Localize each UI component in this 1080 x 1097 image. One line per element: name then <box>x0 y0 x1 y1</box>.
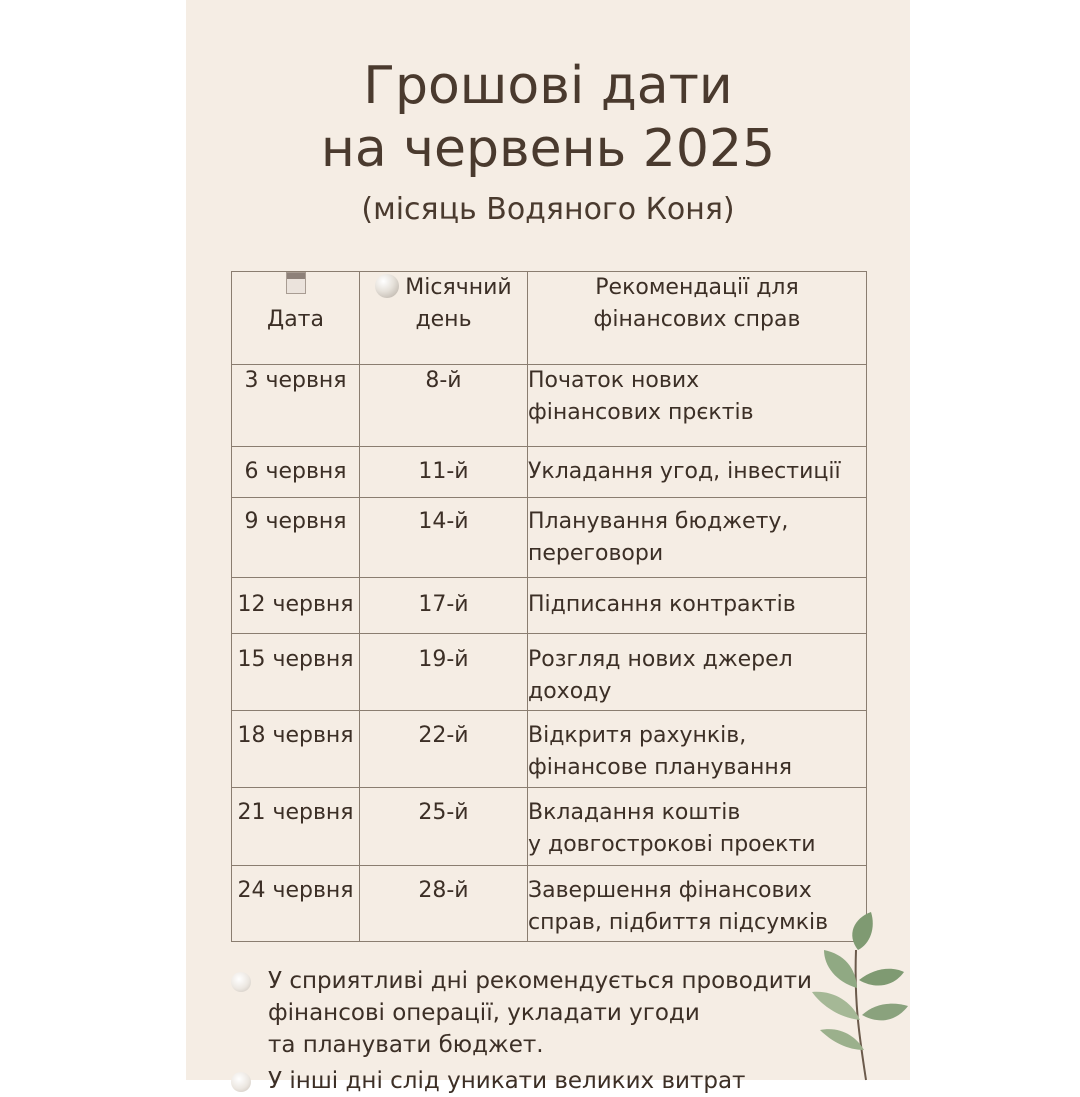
recommendation-cell <box>528 788 867 866</box>
header-recommendations-line1: Рекомендації для <box>595 275 799 300</box>
lunar-day-cell: 11-й <box>360 447 528 498</box>
date-cell: 3 червня <box>232 365 360 447</box>
header-lunar-day-line1: Місячний <box>405 275 512 300</box>
date-cell: 15 червня <box>232 634 360 711</box>
recommendation-line2: доходу <box>528 679 612 704</box>
lunar-day-cell: 17-й <box>360 578 528 634</box>
lunar-day-cell: 19-й <box>360 634 528 711</box>
recommendation-cell <box>528 498 867 578</box>
table-header-row <box>232 272 867 365</box>
date-cell: 24 червня <box>232 866 360 942</box>
money-dates-table <box>231 271 867 942</box>
notes-section <box>231 965 851 1097</box>
recommendation-line2: переговори <box>528 541 664 566</box>
lunar-day-cell: 22-й <box>360 711 528 788</box>
lunar-day-cell: 8-й <box>360 365 528 447</box>
recommendation-cell <box>528 634 867 711</box>
date-cell: 18 червня <box>232 711 360 788</box>
recommendation-line1: Початок нових <box>528 368 700 393</box>
title-line-1: Грошові дати <box>363 56 733 116</box>
recommendation-line1: Вкладання коштів <box>528 800 741 825</box>
date-cell: 9 червня <box>232 498 360 578</box>
recommendation-line1: Завершення фінансових <box>528 878 812 903</box>
recommendation-line2: у довгострокові проекти <box>528 832 816 857</box>
recommendation-cell <box>528 711 867 788</box>
document-sheet <box>186 0 910 1094</box>
recommendation-line2: справ, підбиття підсумків <box>528 910 829 935</box>
header-recommendations-line2: фінансових справ <box>593 307 801 332</box>
lunar-day-cell: 14-й <box>360 498 528 578</box>
recommendation-line1: Планування бюджету, <box>528 509 789 534</box>
header-lunar-day <box>360 272 528 365</box>
subtitle: (місяць Водяного Коня) <box>361 192 735 227</box>
table-row <box>232 634 867 711</box>
table-row <box>232 711 867 788</box>
recommendation-line2: фінансове планування <box>528 755 792 780</box>
date-cell: 12 червня <box>232 578 360 634</box>
note-2 <box>231 1065 851 1097</box>
lunar-day-cell: 28-й <box>360 866 528 942</box>
pearl-bullet-icon <box>231 972 251 992</box>
recommendation-line1: Відкритя рахунків, <box>528 723 747 748</box>
table-row <box>232 788 867 866</box>
table-row <box>232 447 867 498</box>
table-row <box>232 578 867 634</box>
note-1-line1: У сприятливі дні рекомендується проводити <box>268 968 813 994</box>
leaves-icon <box>796 910 910 1080</box>
table-row <box>232 365 867 447</box>
recommendation-line1: Підписання контрактів <box>528 592 796 617</box>
recommendation-line1: Розгляд нових джерел <box>528 647 793 672</box>
moon-icon <box>375 274 399 298</box>
date-cell: 21 червня <box>232 788 360 866</box>
recommendation-line2: фінансових прєктів <box>528 400 754 425</box>
calendar-icon <box>286 272 306 294</box>
note-1-line3: та планувати бюджет. <box>268 1032 544 1058</box>
header-lunar-day-line2: день <box>415 307 472 332</box>
note-1-line2: фінансові операції, укладати угоди <box>268 1000 700 1026</box>
table-row <box>232 866 867 942</box>
recommendation-line1: Укладання угод, інвестиції <box>528 459 841 484</box>
table-row <box>232 498 867 578</box>
note-2-line1: У інші дні слід уникати великих витрат <box>268 1068 746 1094</box>
header-date <box>232 272 360 365</box>
header-recommendations <box>528 272 867 365</box>
pearl-bullet-icon <box>231 1072 251 1092</box>
recommendation-cell <box>528 365 867 447</box>
note-1 <box>231 965 851 1061</box>
recommendation-cell <box>528 447 867 498</box>
title-line-2: на червень 2025 <box>320 119 776 179</box>
header-date-label: Дата <box>267 307 324 332</box>
date-cell: 6 червня <box>232 447 360 498</box>
lunar-day-cell: 25-й <box>360 788 528 866</box>
recommendation-cell <box>528 578 867 634</box>
